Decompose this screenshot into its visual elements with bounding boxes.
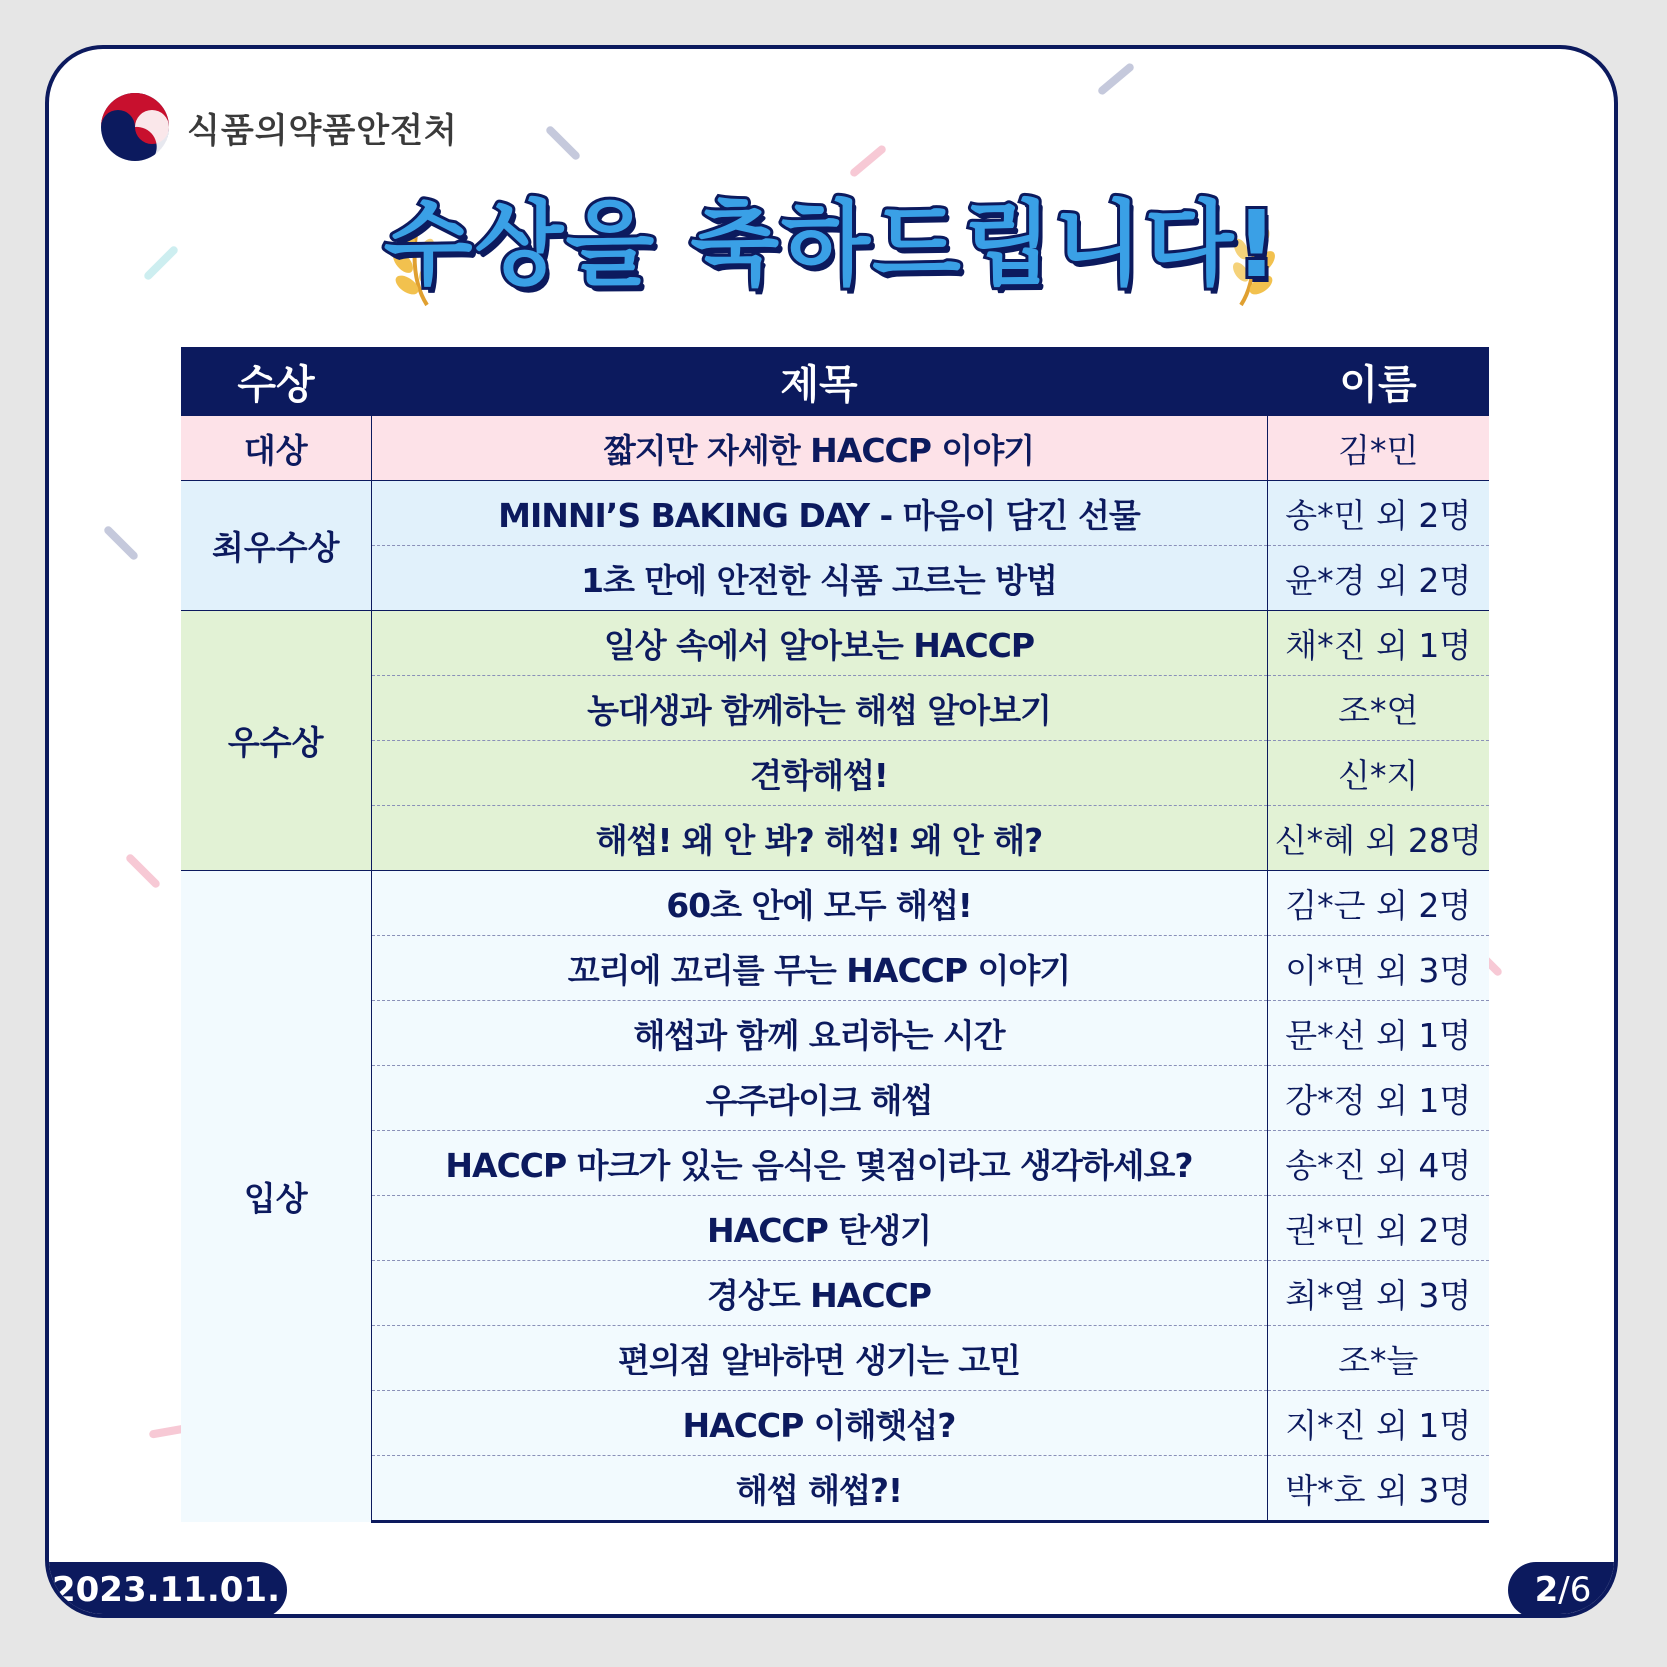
entry-title: 60초 안에 모두 해썹! (371, 871, 1267, 936)
entry-name: 강*정 외 1명 (1267, 1066, 1489, 1131)
entry-name: 채*진 외 1명 (1267, 611, 1489, 676)
entry-title: 해썹과 함께 요리하는 시간 (371, 1001, 1267, 1066)
entry-title: 편의점 알바하면 생기는 고민 (371, 1326, 1267, 1391)
awards-table (181, 347, 1489, 1523)
government-emblem-icon (99, 91, 171, 163)
table-row (181, 1456, 1489, 1522)
table-row (181, 481, 1489, 546)
entry-name: 지*진 외 1명 (1267, 1391, 1489, 1456)
table-row (181, 1001, 1489, 1066)
entry-name: 김*근 외 2명 (1267, 871, 1489, 936)
table-row (181, 871, 1489, 936)
page-current: 2 (1534, 1570, 1559, 1610)
entry-title: 우주라이크 해썹 (371, 1066, 1267, 1131)
confetti-decoration (545, 125, 582, 162)
entry-name: 신*혜 외 28명 (1267, 806, 1489, 871)
award-card (45, 45, 1618, 1618)
table-row (181, 676, 1489, 741)
table-row (181, 611, 1489, 676)
table-row (181, 936, 1489, 1001)
title-area (49, 191, 1614, 298)
entry-title: 1초 만에 안전한 식품 고르는 방법 (371, 546, 1267, 611)
page-indicator (1508, 1562, 1618, 1618)
entry-name: 송*진 외 4명 (1267, 1131, 1489, 1196)
entry-title: 일상 속에서 알아보는 HACCP (371, 611, 1267, 676)
entry-name: 문*선 외 1명 (1267, 1001, 1489, 1066)
entry-title: 해썹 해썹?! (371, 1456, 1267, 1522)
entry-title: MINNI’S BAKING DAY - 마음이 담긴 선물 (371, 481, 1267, 546)
entry-title: 해썹! 왜 안 봐? 해썹! 왜 안 해? (371, 806, 1267, 871)
table-header-row (181, 347, 1489, 416)
table-row (181, 416, 1489, 481)
table-row (181, 1066, 1489, 1131)
table-row (181, 1131, 1489, 1196)
table-row (181, 1326, 1489, 1391)
entry-name: 권*민 외 2명 (1267, 1196, 1489, 1261)
entry-title: 꼬리에 꼬리를 무는 HACCP 이야기 (371, 936, 1267, 1001)
entry-name: 조*연 (1267, 676, 1489, 741)
entry-title: HACCP 마크가 있는 음식은 몇점이라고 생각하세요? (371, 1131, 1267, 1196)
header-name: 이름 (1267, 347, 1489, 416)
page-separator: / (1558, 1570, 1570, 1610)
entry-title: HACCP 이해햇섭? (371, 1391, 1267, 1456)
table-row (181, 806, 1489, 871)
date-badge: 2023.11.01. (45, 1562, 287, 1618)
entry-name: 신*지 (1267, 741, 1489, 806)
confetti-decoration (849, 144, 888, 178)
award-label: 대상 (181, 416, 371, 481)
page-total: 6 (1569, 1570, 1592, 1610)
award-label: 우수상 (181, 611, 371, 871)
entry-title: 농대생과 함께하는 해썹 알아보기 (371, 676, 1267, 741)
entry-name: 조*늘 (1267, 1326, 1489, 1391)
award-label: 입상 (181, 871, 371, 1522)
entry-title: 짧지만 자세한 HACCP 이야기 (371, 416, 1267, 481)
confetti-decoration (103, 525, 140, 562)
entry-title: HACCP 탄생기 (371, 1196, 1267, 1261)
entry-name: 최*열 외 3명 (1267, 1261, 1489, 1326)
table-row (181, 546, 1489, 611)
entry-name: 김*민 (1267, 416, 1489, 481)
table-row (181, 1196, 1489, 1261)
entry-name: 이*면 외 3명 (1267, 936, 1489, 1001)
page-title: 수상을 축하드립니다! (383, 191, 1280, 298)
entry-title: 견학해썹! (371, 741, 1267, 806)
confetti-decoration (125, 853, 162, 890)
entry-name: 박*호 외 3명 (1267, 1456, 1489, 1522)
award-label: 최우수상 (181, 481, 371, 611)
entry-name: 송*민 외 2명 (1267, 481, 1489, 546)
header-award: 수상 (181, 347, 371, 416)
entry-name: 윤*경 외 2명 (1267, 546, 1489, 611)
entry-title: 경상도 HACCP (371, 1261, 1267, 1326)
table-row (181, 1391, 1489, 1456)
header-title: 제목 (371, 347, 1267, 416)
confetti-decoration (1097, 62, 1136, 96)
table-row (181, 741, 1489, 806)
table-row (181, 1261, 1489, 1326)
organization-name: 식품의약품안전처 (187, 111, 458, 151)
